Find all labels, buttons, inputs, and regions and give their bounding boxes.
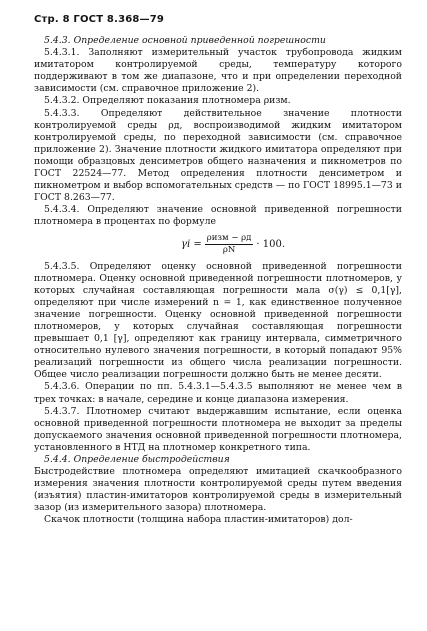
page-header: Стр. 8 ГОСТ 8.368—79 xyxy=(34,14,165,25)
formula-denominator: ρN xyxy=(222,245,236,255)
section-title-5-4-4: 5.4.4. Определение быстродействия xyxy=(44,454,230,465)
formula-lhs: γi = xyxy=(180,239,202,250)
paragraph-5-4-3-4: 5.4.3.4. Определяют значение основной приведенной погрешности плотномера в процентах по формуле xyxy=(34,204,402,228)
paragraph-5-4-3-6: 5.4.3.6. Операции по пп. 5.4.3.1—5.4.3.5 выполняют не менее чем в трех точках: в начале, середине и конце диапазона измерения. xyxy=(34,381,402,405)
document-page xyxy=(34,14,402,527)
section-title-5-4-3: 5.4.3. Определение основной приведенной погрешности xyxy=(44,35,326,46)
paragraph-5-4-3-2: 5.4.3.2. Определяют показания плотномера ρизм. xyxy=(44,95,291,107)
error-formula xyxy=(64,229,402,261)
formula-fraction xyxy=(205,233,254,256)
paragraph-5-4-3-1: 5.4.3.1. Заполняют измерительный участок трубопровода жидким имитатором контролируемой среды, температуру которого поддерживают в том же диапазоне, что и при определении переходной зависимости (см. справочное приложение 2). xyxy=(34,47,402,95)
paragraph-5-4-3-5: 5.4.3.5. Определяют оценку основной приведенной погрешности плотномера. Оценку основной приведенной погрешности плотномеров, у которых случайная составляющая погрешности мала σ(γ) ≤ 0,1[γ], определяют при числе измерений n = 1, как единственное полученное значение погрешности. Оценку основной приведенной погрешности плотномеров, у которых случайная составляющая погрешности превышает 0,1 [γ], определяют как границу интервала, симметричного относительно нулевого значения погрешности, в который попадают 95% реализаций погрешности из общего числа реализации погрешности. Общее число реализации погрешности должно быть не менее десяти. xyxy=(34,260,402,381)
paragraph-5-4-3-7: 5.4.3.7. Плотномер считают выдержавшим испытание, если оценка основной приведенной погрешности плотномера не выходит за пределы допускаемого значения основной приведенной погрешности плотномера, установленного в НТД на плотномер конкретного типа. xyxy=(34,405,402,453)
paragraph-5-4-4-b: Скачок плотности (толщина набора пластин-имитаторов) дол- xyxy=(44,514,353,526)
paragraph-5-4-3-3: 5.4.3.3. Определяют действительное значение плотности контролируемой среды ρд, воспроизводимой жидким имитатором контролируемой среды, по переходной зависимости (см. справочное приложение 2). Значение плотности жидкого имитатора определяют при помощи образцовых денсиметров общего назначения и пикнометров по ГОСТ 22524—77. Метод определения плотности денсиметром и пикнометром и выбор вспомогательных средств — по ГОСТ 18995.1—73 и ГОСТ 8.263—77. xyxy=(34,107,402,204)
formula-numerator: ρизм − ρд xyxy=(206,233,252,243)
paragraph-5-4-4-a: Быстродействие плотномера определяют имитацией скачкообразного измерения значения плотности контролируемой среды путем введения (изъятия) пластин-имитаторов контролируемой среды в измерительный зазор (из измерительного зазора) плотномера. xyxy=(34,466,402,514)
formula-rhs: · 100. xyxy=(256,239,286,250)
